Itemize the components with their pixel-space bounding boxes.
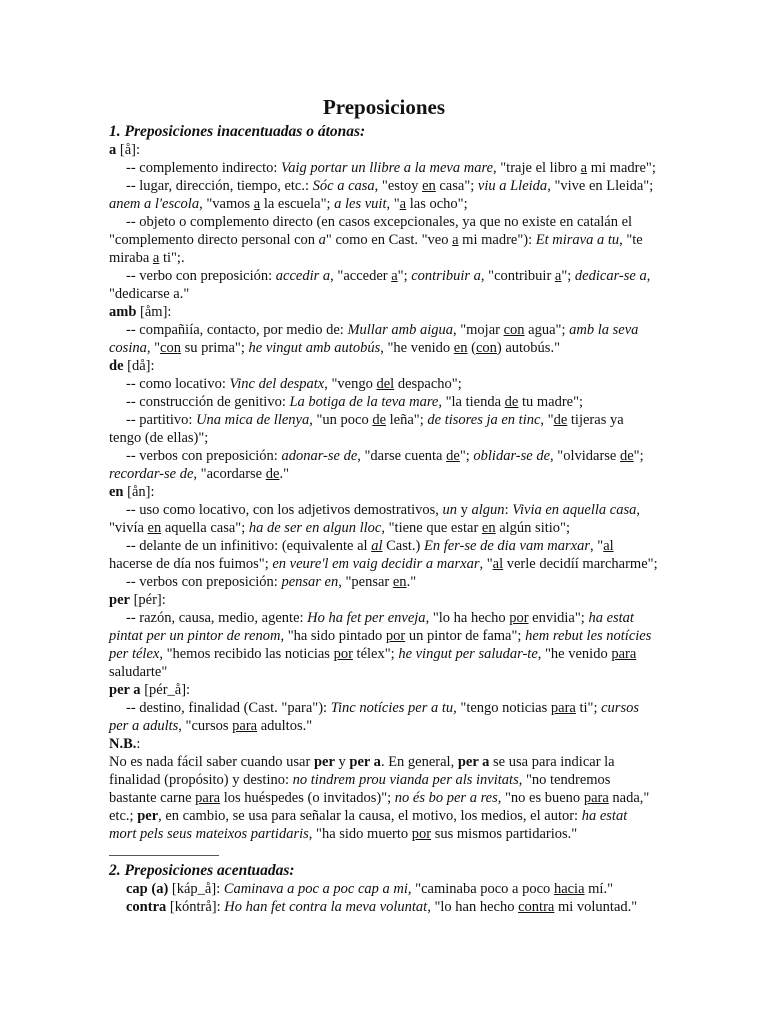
text-run: ." [406,574,417,590]
catalan-example: a les vuit [334,196,387,212]
text-run: se usa para indicar la finalidad (propósito) y destino: [109,754,615,788]
text-run: [kóntrå]: [166,899,225,915]
section-heading-inacentuadas: 1. Preposiciones inacentuadas o átonas: [109,123,366,140]
entry-word: de [109,358,124,374]
underlined-term: para [583,790,609,806]
catalan-example: Ho han fet contra la meva voluntat [224,899,428,915]
usage-line [109,213,658,267]
usage-line [109,699,658,735]
entry-amb [109,303,658,357]
text-run: , " [540,412,554,428]
underlined-term: con [475,340,497,356]
text-run: [káp_å]: [168,881,224,897]
text-run: mí." [584,881,614,897]
bold-term: per a [349,754,381,770]
text-run: " como en Cast. "veo [325,232,453,248]
catalan-example: un [442,502,458,518]
catalan-example: al [371,538,383,554]
text-run: , "pensar [338,574,393,590]
catalan-example: ha estat pintat per un pintor de renom [109,610,634,644]
catalan-example: adonar-se de [281,448,358,464]
catalan-example: a [318,232,326,248]
usage-line [109,267,658,303]
bold-term: per a [457,754,490,770]
entry-a [109,141,658,303]
text-run: , "traje el libro [493,160,581,176]
catalan-example: viu a Lleida [477,178,548,194]
usage-list [109,501,658,591]
text-run: -- razón, causa, medio, agente: [126,610,308,626]
text-run: , "contribuir [480,268,555,284]
catalan-example: oblidar-se de [473,448,551,464]
catalan-example: Sóc a casa [312,178,375,194]
text-run: , "la tienda [438,394,505,410]
underlined-term: a [391,268,398,284]
underlined-term: a [554,268,562,284]
text-run: tu madre"; [518,394,584,410]
text-run: , "dedicarse a." [109,268,651,302]
text-run: algún sitio"; [495,520,570,536]
text-run: -- objeto o complemento directo (en casos excepcionales, ya que no existe en catalán el "complemento directo personal con [109,214,633,248]
text-run: , "darse cuenta [357,448,447,464]
text-run: . En general, [380,754,458,770]
underlined-term: a [253,196,261,212]
nota-bene [109,735,658,843]
underlined-term: por [333,646,353,662]
text-run: : [504,502,513,518]
catalan-example: anem a l'escola [109,196,200,212]
text-run: , "tengo noticias [453,700,551,716]
entry-word: amb [109,304,137,320]
bold-term: contra [126,899,167,915]
text-run: , " [386,196,400,212]
nb-colon: : [136,736,141,752]
text-run: , "cursos [178,718,233,734]
underlined-term: con [160,340,181,356]
entry-per-a [109,681,658,735]
catalan-example: recordar-se de [109,466,194,482]
text-run: aquella casa"; [161,520,249,536]
entry-word: per [109,592,130,608]
section-heading-acentuadas: 2. Preposiciones acentuadas: [109,862,295,879]
underlined-term: por [385,628,406,644]
text-run: -- partitivo: [126,412,197,428]
text-run: , "tiene que estar [381,520,482,536]
text-run: "; [397,268,412,284]
text-run: nada," etc.; [109,790,650,824]
text-run: -- delante de un infinitivo: (equivalente al [126,538,372,554]
catalan-example: he vingut per saludar-te [398,646,538,662]
usage-line [109,573,658,591]
catalan-example: La botiga de la teva mare [289,394,439,410]
catalan-example: ha de ser en algun lloc [248,520,382,536]
text-run: , "he venido [537,646,612,662]
bold-term: per [313,754,335,770]
text-run: -- compañiía, contacto, por medio de: [126,322,348,338]
underlined-term: para [195,790,221,806]
text-run: mi madre"; [587,160,656,176]
text-run: despacho"; [394,376,462,392]
text-run: , " [146,340,161,356]
nb-paragraph [109,753,658,843]
text-run: , en cambio, se usa para señalar la causa, el motivo, los medios, el autor: [158,808,582,824]
text-run: y [457,502,472,518]
underlined-term: por [509,610,529,626]
underlined-term: en [392,574,407,590]
catalan-example: En fer-se de dia vam marxar [423,538,591,554]
text-run: , " [479,556,493,572]
text-run: agua"; [524,322,570,338]
text-run: , "lo ha hecho [425,610,510,626]
usage-line [109,375,658,393]
catalan-example: Una mica de llenya [196,412,310,428]
text-run: , "ha sido pintado [280,628,386,644]
underlined-term: por [411,826,432,842]
catalan-example: Vivia en aquella casa [512,502,637,518]
text-run: , "he venido [380,340,454,356]
text-run: y [334,754,350,770]
underlined-term: del [376,376,395,392]
usage-line [109,177,658,213]
text-run: -- lugar, dirección, tiempo, etc.: [126,178,313,194]
underlined-term: a [452,232,459,248]
text-run: mi voluntad." [554,899,638,915]
underlined-term: en [453,340,468,356]
underlined-term: a [152,250,160,266]
entry-word: en [109,484,124,500]
underlined-term: a [399,196,407,212]
text-run: , "vengo [324,376,377,392]
underlined-term: de [446,448,460,464]
catalan-example: cursos per a adults [109,700,639,734]
text-run: "; [459,448,474,464]
text-run: , "estoy [374,178,423,194]
text-run: "; [561,268,575,284]
catalan-example: Caminava a poc a poc cap a mi [223,881,408,897]
catalan-example: ha estat mort pels seus mateixos partidaris [109,808,628,842]
usage-line [109,159,658,177]
text-run: , "no es bueno [497,790,584,806]
text-run: sus mismos partidarios." [431,826,578,842]
bold-term: per [137,808,159,824]
usage-list [109,609,658,681]
catalan-example: no és bo per a res [394,790,498,806]
text-run: , "ha sido muerto [308,826,412,842]
pronunciation: [åm]: [136,304,172,320]
entry-per [109,591,658,681]
underlined-term: con [503,322,525,338]
catalan-example: he vingut amb autobús [248,340,381,356]
usage-list [109,880,658,916]
text-run: , "vive en Lleida"; [547,178,654,194]
text-run: , "lo han hecho [427,899,519,915]
entry-word: a [109,142,117,158]
catalan-example: amb la seva cosina [109,322,639,356]
usage-list [109,699,658,735]
text-run: télex"; [352,646,399,662]
underlined-term: de [553,412,568,428]
entry-de [109,357,658,483]
underlined-term: de [619,448,634,464]
text-run: su prima"; [180,340,249,356]
text-run: hacerse de día nos fuimos"; [109,556,273,572]
text-run: , "acceder [330,268,392,284]
text-run: adultos." [257,718,313,734]
pronunciation: [pér_å]: [140,682,191,698]
underlined-term: al [492,556,504,572]
text-run: -- uso como locativo, con los adjetivos demostrativos, [126,502,443,518]
text-run: la escuela"; [260,196,335,212]
text-run: , " [590,538,604,554]
underlined-term: para [232,718,258,734]
underlined-term: para [611,646,637,662]
underlined-term: al [603,538,614,554]
pronunciation: [då]: [123,358,155,374]
usage-line [109,411,658,447]
catalan-example: no tindrem prou vianda per als invitats [292,772,519,788]
nb-label: N.B. [109,736,137,752]
pronunciation: [å]: [116,142,140,158]
catalan-example: Ho ha fet per enveja [307,610,426,626]
section-divider [109,855,219,856]
text-run: ti"; [575,700,602,716]
document-body [109,122,658,916]
catalan-example: dedicar-se a [574,268,647,284]
text-run: , "un poco [309,412,373,428]
underlined-term: de [504,394,519,410]
usage-line [109,537,658,573]
text-run: -- destino, finalidad (Cast. "para"): [126,700,331,716]
text-run: -- verbos con preposición: [126,574,282,590]
text-run: ) autobús." [496,340,560,356]
text-run: ( [467,340,476,356]
text-run: un pintor de fama"; [405,628,526,644]
text-run: -- construcción de genitivo: [126,394,290,410]
text-run: -- como locativo: [126,376,230,392]
text-run: -- verbos con preposición: [126,448,282,464]
bold-term: cap (a) [126,881,169,897]
text-run: las ocho"; [406,196,468,212]
usage-line [109,321,658,357]
text-run: casa"; [435,178,478,194]
usage-list [109,375,658,483]
text-run: mi madre"): [458,232,536,248]
catalan-example: Tinc notícies per a tu [330,700,454,716]
underlined-term: contra [518,899,555,915]
pronunciation: [ån]: [123,484,155,500]
text-run: , "mojar [452,322,504,338]
catalan-example: pensar en [281,574,339,590]
usage-line [109,447,658,483]
text-run: leña"; [386,412,428,428]
text-run: ti";. [159,250,185,266]
catalan-example: Vaig portar un llibre a la meva mare [281,160,494,176]
text-run: -- complemento indirecto: [126,160,282,176]
entry-word: per a [109,682,141,698]
usage-list [109,159,658,303]
catalan-example: accedir a [275,268,331,284]
catalan-example: de tisores ja en tinc [427,412,541,428]
text-run: , "olvidarse [550,448,620,464]
text-run: los huéspedes (o invitados)"; [220,790,395,806]
underlined-term: en [147,520,162,536]
page-title: Preposiciones [322,95,446,119]
text-run: tijeras ya tengo (de ellas)"; [109,412,624,446]
text-run: -- verbo con preposición: [126,268,276,284]
usage-line [109,898,658,916]
underlined-term: en [481,520,496,536]
catalan-example: Et mirava a tu [535,232,620,248]
text-run: , "vivía [109,502,640,536]
underlined-term: en [422,178,436,194]
text-run: , "hemos recibido las noticias [159,646,334,662]
underlined-term: a [580,160,588,176]
catalan-example: contribuir a [411,268,481,284]
usage-line [109,393,658,411]
text-run: saludarte" [109,664,168,680]
text-run: , "no tendremos bastante carne [109,772,611,806]
usage-list [109,321,658,357]
underlined-term: para [550,700,576,716]
usage-line [109,501,658,537]
text-run: ." [279,466,289,482]
text-run: , "vamos [199,196,254,212]
pronunciation: [pér]: [129,592,166,608]
catalan-example: en veure'l em vaig decidir a marxar [272,556,480,572]
entry-en [109,483,658,591]
text-run: No es nada fácil saber cuando usar [109,754,314,770]
catalan-example: hem rebut les notícies per télex [109,628,652,662]
underlined-term: de [372,412,387,428]
usage-line [109,609,658,681]
catalan-example: Mullar amb aigua [347,322,453,338]
text-run: , "acordarse [193,466,266,482]
text-run: , "caminaba poco a poco [407,881,554,897]
underlined-term: hacia [553,881,585,897]
catalan-example: algun [471,502,505,518]
text-run: , "te miraba [109,232,643,266]
text-run: Cast.) [382,538,424,554]
usage-line [109,880,658,898]
text-run: envidia"; [528,610,589,626]
text-run: "; [633,448,644,464]
catalan-example: Vinc del despatx [229,376,325,392]
underlined-term: de [265,466,280,482]
text-run: verle decidíí marcharme"; [503,556,658,572]
